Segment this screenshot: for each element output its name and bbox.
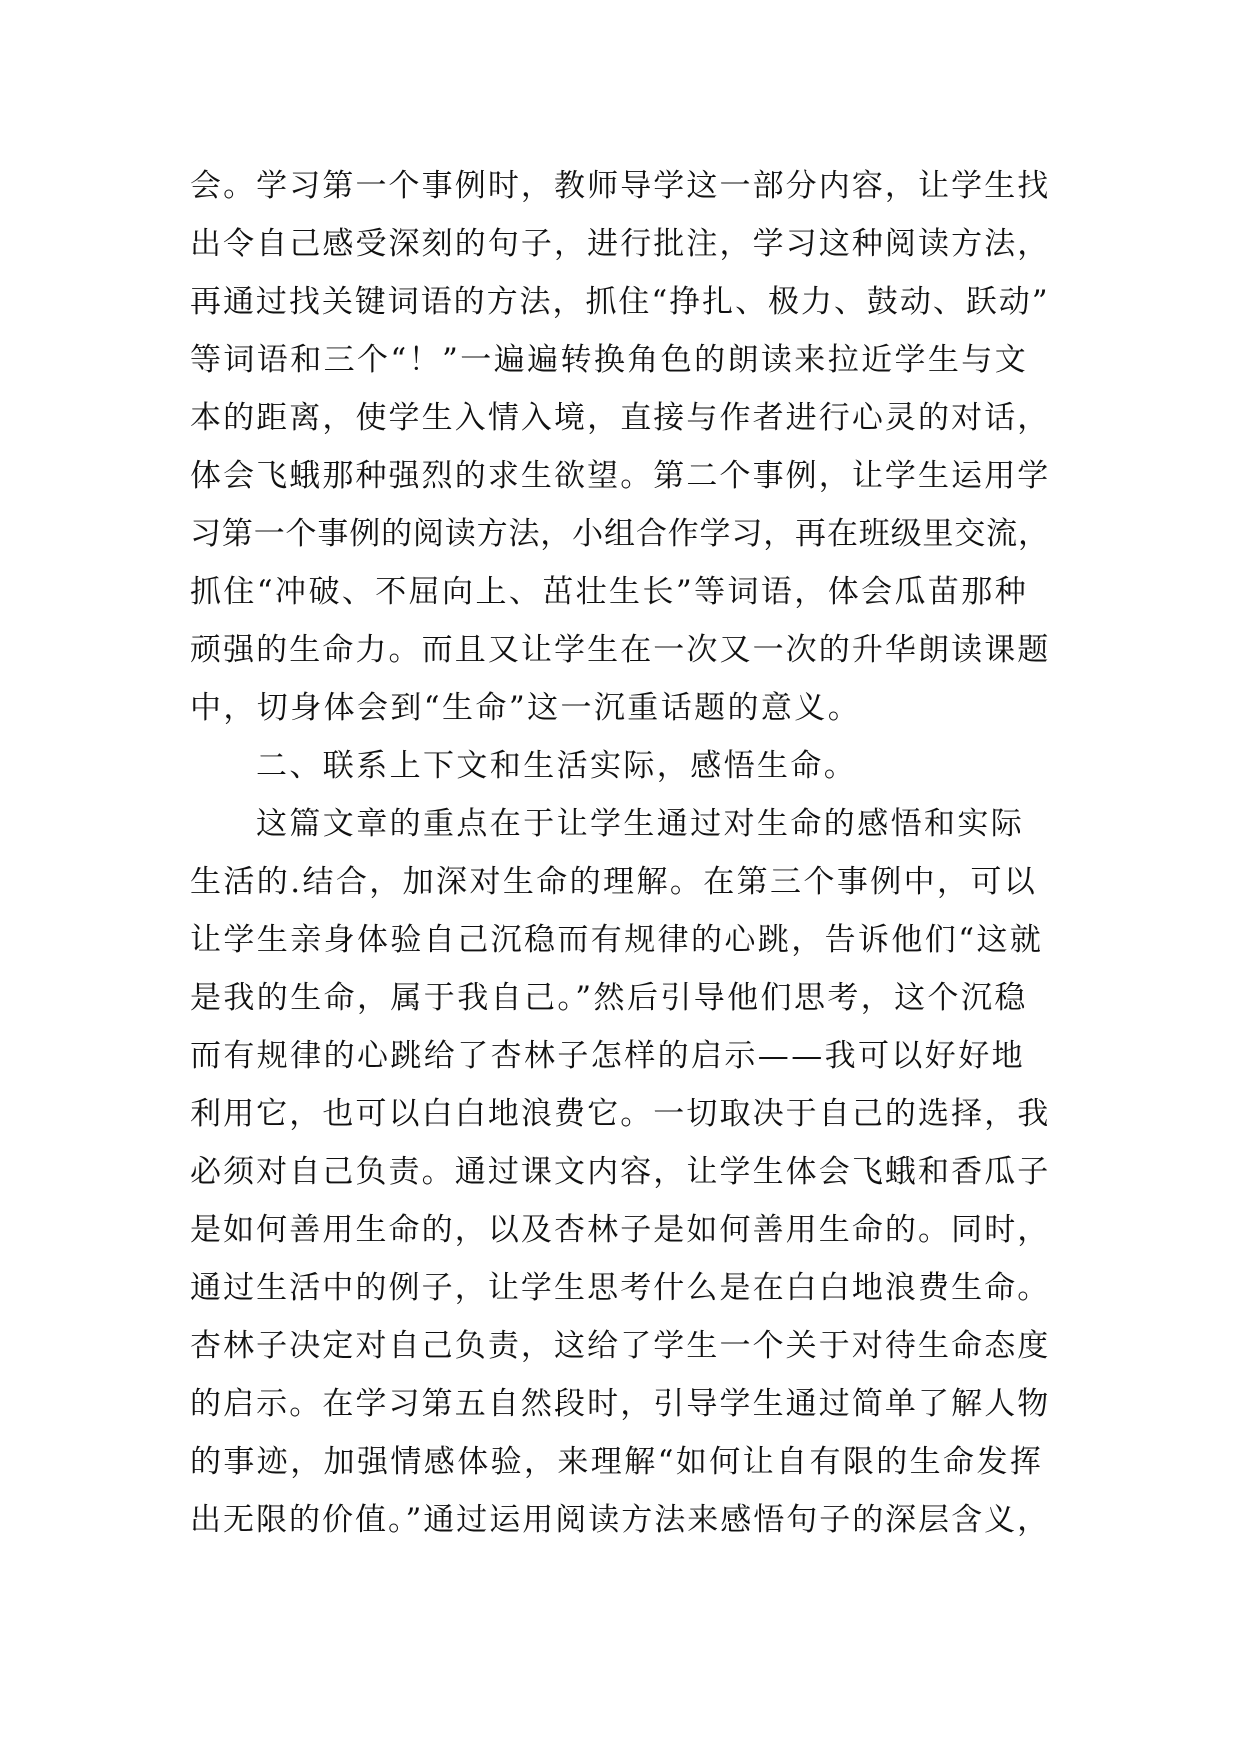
paragraph-first-line: 这篇文章的重点在于让学生通过对生命的感悟和实际 — [256, 806, 1025, 842]
body-text — [190, 157, 1050, 1549]
text-line: 是如何善用生命的，以及杏林子是如何善用生命的。同时， — [190, 1212, 1051, 1248]
text-line: 会。学习第一个事例时，教师导学这一部分内容，让学生找 — [190, 168, 1051, 204]
text-line: 再通过找关键词语的方法，抓住“挣扎、极力、鼓动、跃动” — [190, 284, 1050, 320]
text-line: 等词语和三个“！”一遍遍转换角色的朗读来拉近学生与文 — [190, 342, 1029, 378]
text-line: 体会飞蛾那种强烈的求生欲望。第二个事例，让学生运用学 — [190, 458, 1051, 494]
text-line: 顽强的生命力。而且又让学生在一次又一次的升华朗读课题 — [190, 632, 1051, 668]
text-line: 而有规律的心跳给了杏林子怎样的启示——我可以好好地 — [190, 1038, 1025, 1074]
text-line: 中，切身体会到“生命”这一沉重话题的意义。 — [190, 690, 862, 726]
text-line: 通过生活中的例子，让学生思考什么是在白白地浪费生命。 — [190, 1270, 1051, 1306]
text-line: 生活的.结合，加深对生命的理解。在第三个事例中，可以 — [190, 864, 1038, 900]
text-line: 的事迹，加强情感体验，来理解“如何让自有限的生命发挥 — [190, 1444, 1044, 1480]
text-line: 让学生亲身体验自己沉稳而有规律的心跳，告诉他们“这就 — [190, 922, 1044, 958]
text-line: 出无限的价值。”通过运用阅读方法来感悟句子的深层含义， — [190, 1502, 1051, 1538]
text-line: 本的距离，使学生入情入境，直接与作者进行心灵的对话， — [190, 400, 1051, 436]
text-line: 必须对自己负责。通过课文内容，让学生体会飞蛾和香瓜子 — [190, 1154, 1051, 1190]
text-line: 是我的生命，属于我自己。”然后引导他们思考，这个沉稳 — [190, 980, 1028, 1016]
text-line: 抓住“冲破、不屈向上、茁壮生长”等词语，体会瓜苗那种 — [190, 574, 1029, 610]
text-line: 出令自己感受深刻的句子，进行批注，学习这种阅读方法， — [190, 226, 1051, 262]
section-heading: 二、联系上下文和生活实际，感悟生命。 — [256, 748, 858, 784]
text-line: 利用它，也可以白白地浪费它。一切取决于自己的选择，我 — [190, 1096, 1051, 1132]
text-line: 的启示。在学习第五自然段时，引导学生通过简单了解人物 — [190, 1386, 1051, 1422]
text-line: 杏林子决定对自己负责，这给了学生一个关于对待生命态度 — [190, 1328, 1051, 1364]
text-line: 习第一个事例的阅读方法，小组合作学习，再在班级里交流， — [190, 516, 1050, 552]
